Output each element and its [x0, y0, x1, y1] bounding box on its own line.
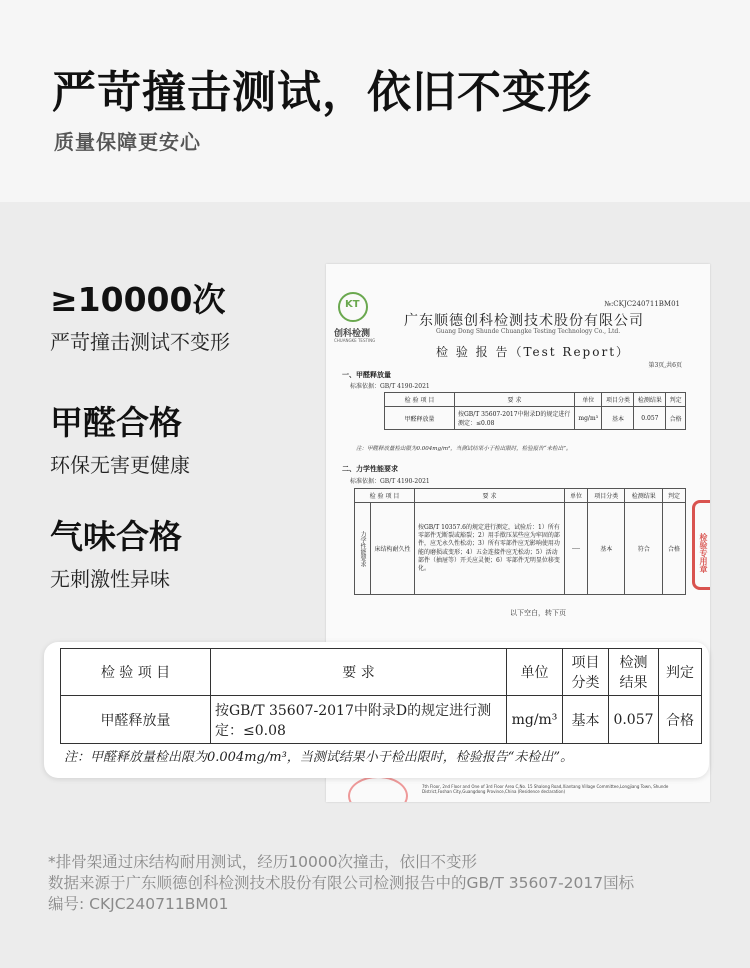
table-header: 项目分类	[602, 393, 634, 407]
footnote-line-1: *排骨架通过床结构耐用测试，经历10000次撞击，依旧不变形	[48, 853, 478, 871]
table-cell: 0.057	[609, 696, 659, 744]
table-1-note: 注：甲醛释放量检出限为0.004mg/m³，当测试结果小于检出限时，检验报告“未检出”。	[356, 446, 572, 452]
table-cell: 基本	[587, 503, 625, 595]
table-header: 要 求	[211, 649, 507, 696]
feature-formaldehyde-desc: 环保无害更健康	[50, 453, 190, 478]
table-header: 要 求	[415, 489, 565, 503]
feature-odor-title: 气味合格	[50, 517, 182, 556]
logo-icon	[338, 292, 368, 322]
table-row	[385, 393, 686, 407]
table-cell: 甲醛释放量	[385, 407, 455, 430]
zoomed-table-card	[44, 642, 709, 778]
report-number: №:CKJC240711BM01	[604, 300, 680, 308]
feature-formaldehyde-title: 甲醛合格	[50, 403, 182, 442]
footer-address: 7th Floor, 2nd Floor and One of 3rd Floor Area C,No. 15 Shalong Road,Xiantang Village Committee,Longjiang Town, Shunde District,Foshan City,Guangdong Province,China (Residence declaration)	[422, 784, 669, 795]
table-cell: mg/m³	[507, 696, 563, 744]
report-table-2	[354, 488, 686, 595]
page-subtitle: 质量保障更安心	[54, 130, 201, 154]
logo-mark: KT	[345, 299, 360, 310]
seal-icon	[348, 776, 408, 802]
table-header: 检测结果	[609, 649, 659, 696]
table-cell: 按GB/T 35607-2017中附录D的规定进行测定：≤0.08	[455, 407, 575, 430]
feature-formaldehyde	[50, 405, 190, 478]
page-title: 严苛撞击测试，依旧不变形	[52, 67, 592, 118]
table-cell: 合格	[662, 503, 685, 595]
footnote	[48, 852, 634, 915]
table-cell: ----	[565, 503, 588, 595]
feature-odor	[50, 519, 182, 592]
table-cell: 床结构耐久性	[371, 503, 415, 595]
table-row	[61, 649, 702, 696]
footnote-line-3: 编号: CKJC240711BM01	[48, 894, 229, 913]
table-header: 判定	[659, 649, 702, 696]
feature-odor-desc: 无刺激性异味	[50, 567, 170, 592]
blank-marker: 以下空白，转下页	[510, 609, 566, 617]
table-cell: 符合	[625, 503, 663, 595]
company-name-cn: 广东顺德创科检测技术股份有限公司	[404, 313, 644, 329]
header-area	[0, 0, 750, 202]
table-header: 判定	[662, 489, 685, 503]
table-cell: 按GB/T 10357.6的规定进行测定，试验后：1）所有零部件无断裂或豁裂；2）用手揿压某些应为牢固的部件，应无永久性松动；3）所有零部件应无影响使用功能的磨损或变形；4）五金连接件应无松动；5）活动部件（抽屉等）开关应灵便；6）零部件无明显位移变化。	[415, 503, 565, 595]
section-1-standard: 标准依据：GB/T 4190-2021	[350, 383, 430, 390]
section-2-standard: 标准依据：GB/T 4190-2021	[350, 478, 430, 485]
table-header: 检测结果	[634, 393, 666, 407]
report-table-1	[384, 392, 686, 430]
table-header: 判定	[666, 393, 686, 407]
table-header: 要 求	[455, 393, 575, 407]
table-header: 检测结果	[625, 489, 663, 503]
page-number: 第3页,共6页	[648, 362, 682, 369]
table-row	[385, 407, 686, 430]
feature-impact	[50, 282, 230, 355]
seal-text: 检验专用章	[699, 533, 709, 573]
logo-text-cn: 创科检测	[334, 329, 371, 339]
table-row	[355, 503, 686, 595]
table-cell: mg/m³	[575, 407, 602, 430]
table-header: 单位	[507, 649, 563, 696]
feature-impact-title: ≥10000次	[50, 280, 226, 319]
zoomed-table	[60, 648, 702, 744]
table-cell: 基本	[602, 407, 634, 430]
table-header: 检 验 项 目	[355, 489, 415, 503]
seal-stamp	[692, 500, 710, 590]
table-header: 检 验 项 目	[61, 649, 211, 696]
report-title: 检 验 报 告（Test Report）	[436, 345, 631, 359]
table-cell: 基本	[563, 696, 609, 744]
table-cell: 0.057	[634, 407, 666, 430]
section-1-title: 一、甲醛释放量	[342, 370, 391, 379]
feature-impact-desc: 严苛撞击测试不变形	[50, 330, 230, 355]
logo-text-en: CHUANGKE TESTING	[334, 338, 376, 343]
zoomed-table-note: 注：甲醛释放量检出限为0.004mg/m³，当测试结果小于检出限时，检验报告“未检出”。	[64, 750, 574, 765]
company-name-en: Guang Dong Shunde Chuangke Testing Technology Co., Ltd.	[436, 328, 621, 335]
table-header: 单位	[565, 489, 588, 503]
table-cell: 力学性能要求	[355, 503, 371, 595]
section-2-title: 二、力学性能要求	[342, 464, 398, 473]
footnote-line-2: 数据来源于广东顺德创科检测技术股份有限公司检测报告中的GB/T 35607-2017国标	[48, 873, 635, 892]
table-cell: 合格	[659, 696, 702, 744]
table-cell: 按GB/T 35607-2017中附录D的规定进行测定：≤0.08	[211, 696, 507, 744]
table-header: 单位	[575, 393, 602, 407]
table-row	[355, 489, 686, 503]
table-row	[61, 696, 702, 744]
table-cell: 合格	[666, 407, 686, 430]
table-header: 项目分类	[587, 489, 625, 503]
table-cell: 甲醛释放量	[61, 696, 211, 744]
table-header: 项目分类	[563, 649, 609, 696]
table-header: 检 验 项 目	[385, 393, 455, 407]
